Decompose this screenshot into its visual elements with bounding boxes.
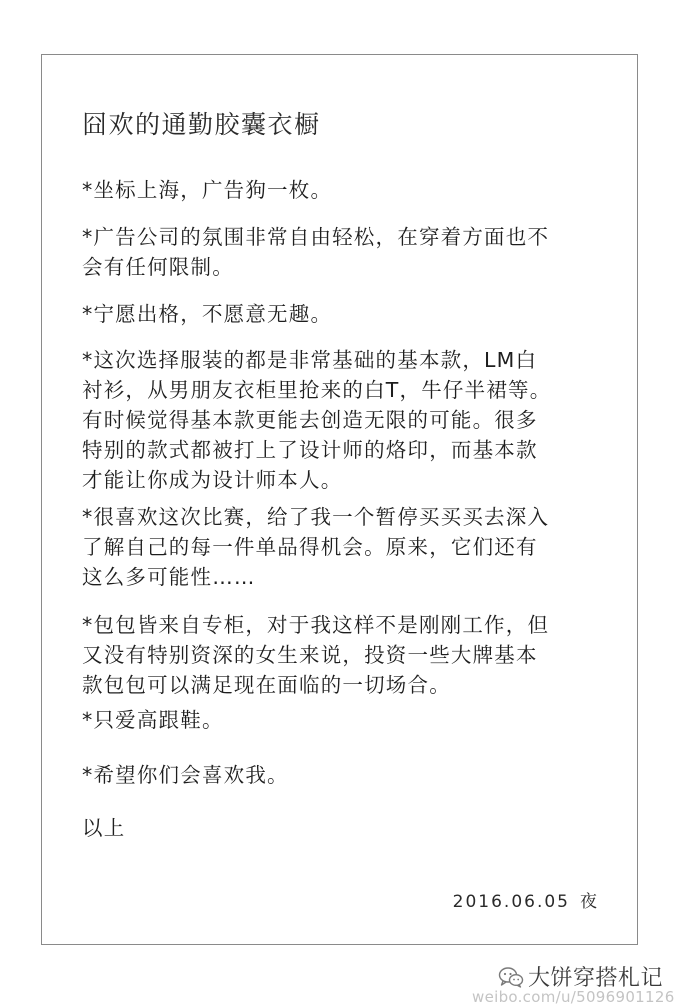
paragraph-4: *这次选择服装的都是非常基础的基本款，LM白 衬衫，从男朋友衣柜里抢来的白T，牛仔半裙等。 有时候觉得基本款更能去创造无限的可能。很多 特别的款式都被打上了设计师的烙印，而基本款 才能让你成为设计师本人。 [82,348,552,492]
wechat-icon [498,966,524,988]
paragraph-5: *很喜欢这次比赛，给了我一个暂停买买买去深入 了解自己的每一件单品得机会。原来，它们还有 这么多可能性…… [82,505,550,589]
document-date [453,887,599,912]
date-suffix: 夜 [580,892,599,912]
watermark-name: 大饼穿搭札记 [528,966,664,991]
paragraph-3: *宁愿出格，不愿意无趣。 [82,302,333,326]
paragraph-8: *希望你们会喜欢我。 [82,763,289,787]
date-value: 2016.06.05 [452,892,570,912]
paragraph-7: *只爱高跟鞋。 [82,708,224,732]
document-title: 囧欢的通勤胶囊衣橱 [82,110,321,139]
paragraph-1: *坐标上海，广告狗一枚。 [82,178,333,202]
paragraph-closing: 以上 [82,816,126,840]
watermark-url: weibo.com/u/5096901126 [472,988,675,1006]
paragraph-6: *包包皆来自专柜，对于我这样不是刚刚工作，但 又没有特别资深的女生来说，投资一些大牌基本 款包包可以满足现在面临的一切场合。 [82,613,550,697]
note-card [41,54,638,945]
paragraph-2: *广告公司的氛围非常自由轻松，在穿着方面也不 会有任何限制。 [82,225,550,279]
watermark [470,958,690,1007]
